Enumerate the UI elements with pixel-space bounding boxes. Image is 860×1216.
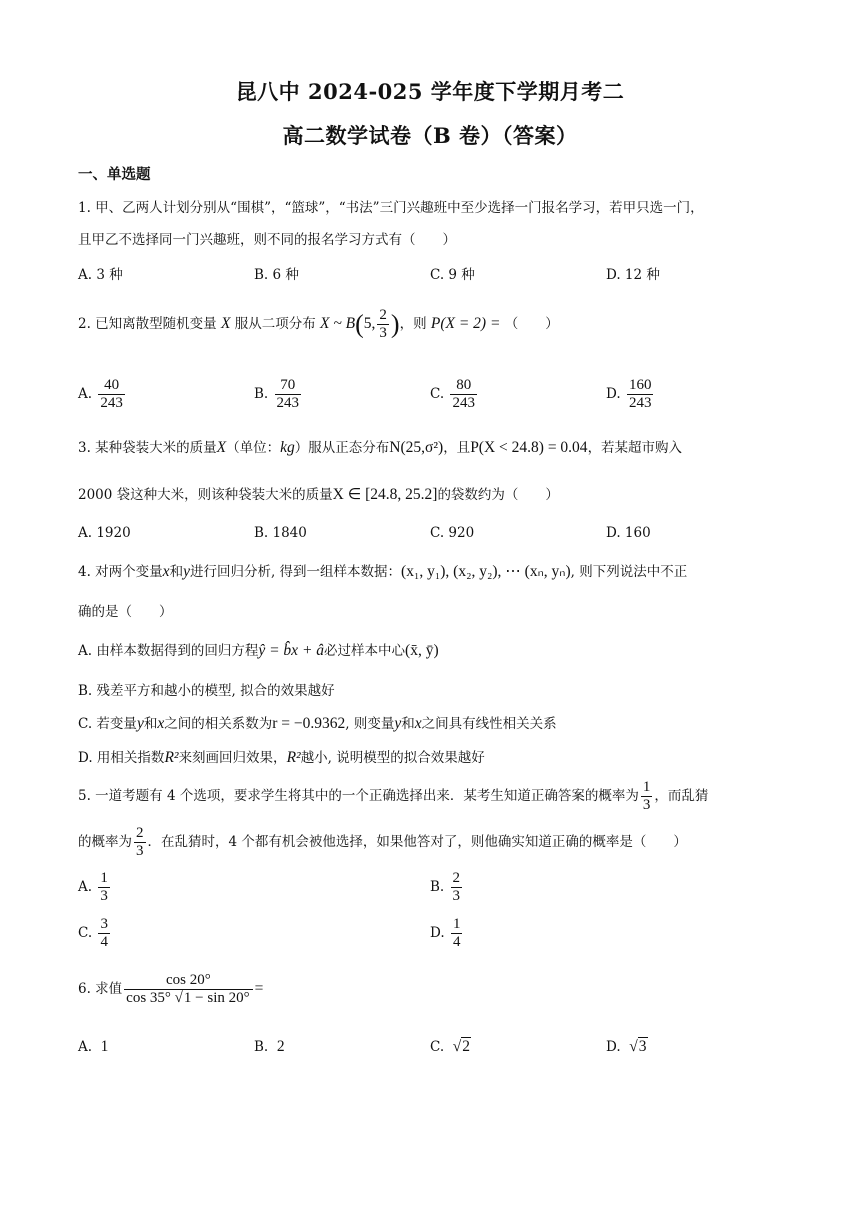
q2-suffix: ，则 bbox=[399, 316, 427, 332]
q2-option-b: B. $\frac{70}{243}$ bbox=[254, 377, 300, 411]
q4-option-b: B. 残差平方和越小的模型, 拟合的效果越好 bbox=[78, 683, 335, 699]
q3-stem-line1: 3. 某种袋装大米的质量X（单位：kg）服从正态分布N(25,σ²)，且P(X < 24.8) = 0.04，若某超市购入 bbox=[78, 439, 683, 456]
section-heading: 一、单选题 bbox=[78, 166, 151, 183]
q5-option-d: D. $\frac{1}{4}$ bbox=[430, 916, 461, 950]
q2-option-d: D. $\frac{160}{243}$ bbox=[606, 377, 652, 411]
q5-option-a: A. $\frac{1}{3}$ bbox=[78, 870, 108, 904]
q4-stem-line2: 确的是（ ） bbox=[78, 604, 173, 620]
q1-option-a: A. 3 种 bbox=[78, 267, 123, 283]
q6-option-d: D. √3 bbox=[606, 1038, 647, 1055]
q6-option-c: C. √2 bbox=[430, 1038, 470, 1055]
q2-prob-expr: P(X = 2) = bbox=[430, 315, 501, 332]
exam-title: 昆八中 2024-025 学年度下学期月考二 bbox=[235, 79, 625, 104]
q5-stem-line2: 的概率为 $\frac{2}{3}$ ．在乱猜时，4 个都有机会被他选择，如果他答对了，则他确实知道正确的概率是（ ） bbox=[78, 825, 687, 859]
q2-option-a: A. $\frac{40}{243}$ bbox=[78, 377, 123, 411]
q1-option-d: D. 12 种 bbox=[606, 267, 660, 283]
q2-var: X bbox=[220, 315, 231, 332]
q3-option-b: B. 1840 bbox=[254, 525, 307, 541]
q2-option-c: C. $\frac{80}{243}$ bbox=[430, 377, 475, 411]
q3-stem-line2: 2000 袋这种大米，则该种袋装大米的质量X ∈ [24.8, 25.2]的袋数约为（ ） bbox=[78, 486, 559, 503]
q1-stem-line2: 且甲乙不选择同一门兴趣班，则不同的报名学习方式有（ ） bbox=[78, 232, 456, 248]
q6-option-b: B. 2 bbox=[254, 1038, 285, 1055]
q2-dist-pre: X ~ B bbox=[320, 315, 356, 332]
q6-fraction: $\frac{\cos 20^\circ}{\cos 35^\circ √1 - \sin 20^\circ}$ bbox=[124, 972, 252, 1007]
exam-subtitle: 高二数学试卷（B 卷）（答案） bbox=[282, 123, 578, 148]
q5-option-c: C. $\frac{3}{4}$ bbox=[78, 916, 108, 950]
q3-option-d: D. 160 bbox=[606, 525, 651, 541]
q2-dist-n: 5, bbox=[363, 315, 376, 332]
q4-option-a: A. 由样本数据得到的回归方程ŷ = b̂x + â必过样本中心(x̄, ȳ) bbox=[78, 642, 439, 659]
q5-option-b: B. $\frac{2}{3}$ bbox=[430, 870, 461, 904]
q5-stem-line1: 5. 一道考题有 4 个选项，要求学生将其中的一个正确选择出来．某考生知道正确答案的概率为 $\frac{1}{3}$ ，而乱猜 bbox=[78, 779, 709, 813]
q4-option-d: D. 用相关指数R²来刻画回归效果，R²越小, 说明模型的拟合效果越好 bbox=[78, 749, 485, 766]
q3-option-a: A. 1920 bbox=[78, 525, 131, 541]
q6-option-a: A. 1 bbox=[78, 1038, 109, 1055]
q6-stem: 6. 求值 $\frac{\cos 20^\circ}{\cos 35^\circ √1 - \sin 20^\circ}$ = bbox=[78, 972, 264, 1006]
q2-mid: 服从二项分布 bbox=[234, 316, 316, 332]
q4-option-c: C. 若变量y和x之间的相关系数为r = −0.9362, 则变量y和x之间具有线性相关关系 bbox=[78, 715, 557, 732]
q2-stem: 2. 已知离散型随机变量 X 服从二项分布 X ~ B(5, $\frac{2}{3}$ )，则 P(X = 2) = （ ） bbox=[78, 307, 559, 341]
q3-option-c: C. 920 bbox=[430, 525, 475, 541]
q1-stem-line1: 1. 甲、乙两人计划分别从“围棋”，“篮球”，“书法”三门兴趣班中至少选择一门报名学习，若甲只选一门， bbox=[78, 200, 704, 216]
q1-option-c: C. 9 种 bbox=[430, 267, 475, 283]
q4-stem-line1: 4. 对两个变量x和y进行回归分析, 得到一组样本数据：(x₁, y₁), (x₂, y₂), ⋯ (xₙ, yₙ), 则下列说法中不正 bbox=[78, 563, 688, 580]
q1-option-b: B. 6 种 bbox=[254, 267, 299, 283]
q2-dist-fraction: $\frac{2}{3}$ bbox=[379, 307, 387, 341]
q2-blank: （ ） bbox=[504, 316, 559, 332]
q2-prefix: 2. 已知离散型随机变量 bbox=[78, 316, 217, 332]
